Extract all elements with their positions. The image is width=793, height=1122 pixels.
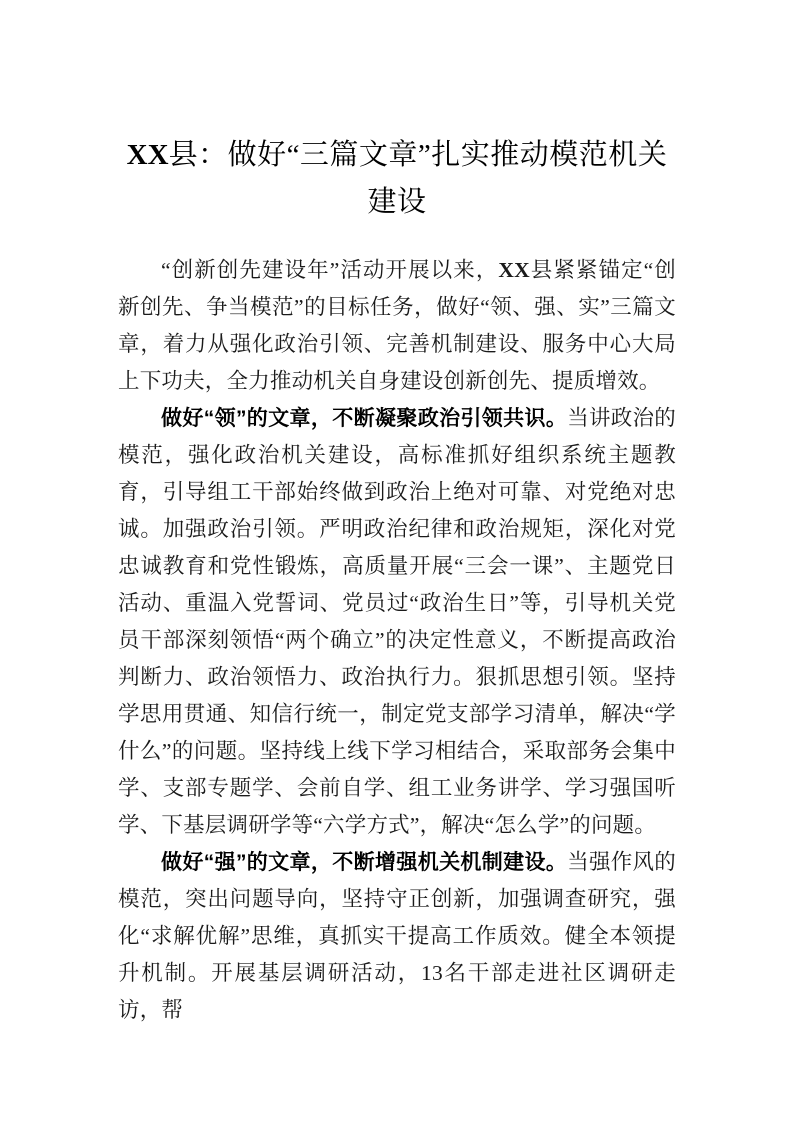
section-ling-body: 当讲政治的模范，强化政治机关建设，高标准抓好组织系统主题教育，引导组工干部始终做到政治上绝对可靠、对党绝对忠诚。加强政治引领。严明政治纪律和政治规矩，深化对党忠诚教育和党性锻炼，高质量开展“三会一课”、主题党日活动、重温入党誓词、党员过“政治生日”等，引导机关党员干部深刻领悟“两个确立”的决定性意义，不断提高政治判断力、政治领悟力、政治执行力。狠抓思想引领。坚持学思用贯通、知信行统一，制定党支部学习清单，解决“学什么”的问题。坚持线上线下学习相结合，采取部务会集中学、支部专题学、会前自学、组工业务讲学、学习强国听学、下基层调研学等“六学方式”，解决“怎么学”的问题。: [118, 406, 676, 837]
section-qiang-number: 13: [421, 961, 443, 985]
paragraph-section-qiang: [118, 844, 676, 1029]
document-content: [118, 132, 676, 1029]
page-title-latin-prefix: XX: [126, 139, 169, 171]
page-title: [118, 132, 676, 226]
paragraph-section-ling: [118, 400, 676, 844]
intro-text-part-1: “创新创先建设年”活动开展以来，: [161, 258, 499, 282]
section-qiang-body-part-1: 当强作风的模范，突出问题导向，坚持守正创新，加强调查研究，强化“求解优解”思维，真抓实干提高工作质效。健全本领提升机制。开展基层调研活动，: [118, 850, 676, 985]
page-title-line2: 关建设: [367, 139, 668, 218]
intro-latin-xx: XX: [498, 258, 530, 282]
section-qiang-lead: 做好“强”的文章，不断增强机关机制建设。: [161, 851, 568, 874]
intro-text-part-2: 县紧紧锚定“创新创先、争当模范”的目标任务，做好“领、强、实”三篇文章，着力从强化政治引领、完善机制建设、服务中心大局上下功夫，全力推动机关自身建设创新创先、提质增效。: [118, 258, 676, 393]
page-title-cjk: 县：做好“三篇文章”扎实推动模范机: [168, 139, 638, 171]
section-ling-lead: 做好“领”的文章，不断凝聚政治引领共识。: [161, 407, 568, 430]
section-qiang-body-part-2: 名干部走进社区调研走访，帮: [118, 961, 676, 1022]
paragraph-intro: [118, 252, 676, 400]
